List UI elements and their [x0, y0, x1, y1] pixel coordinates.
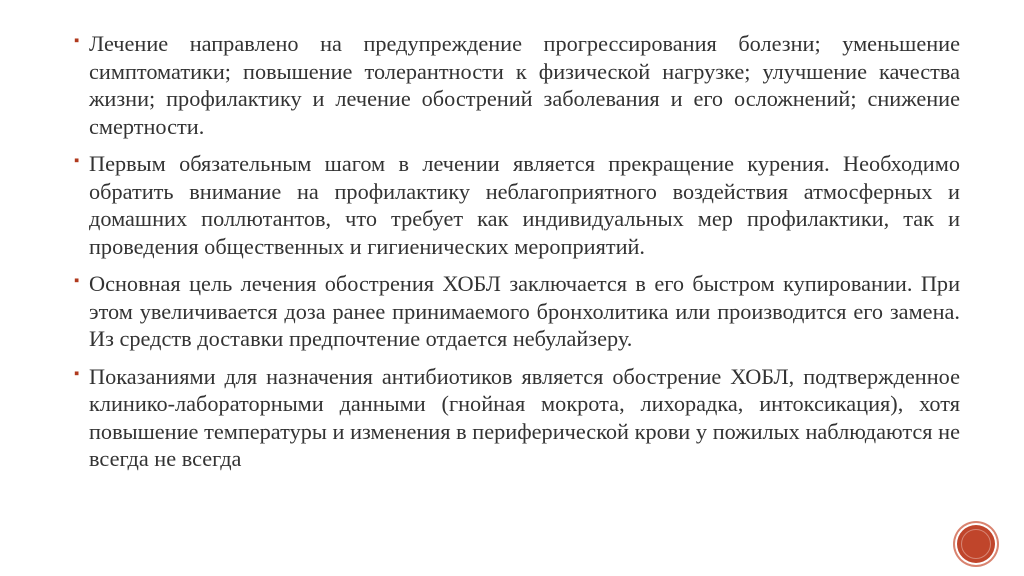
- slide-number-badge: [957, 525, 995, 563]
- bullet-item-exacerbation-treatment: [72, 270, 960, 353]
- bullet-text: Основная цель лечения обострения ХОБЛ заключается в его быстром купировании. При этом увеличивается доза ранее принимаемого бронхолитика или производится его замена. Из средств доставки предпочтение отдается небулайзеру.: [89, 271, 960, 351]
- bullet-marker: ▪: [74, 153, 80, 169]
- bullet-text: Показаниями для назначения антибиотиков является обострение ХОБЛ, подтвержденное клинико-лабораторными данными (гнойная мокрота, лихорадка, интоксикация), хотя повышение температуры и изменения в периферической крови у пожилых наблюдаются не всегда не всегда: [89, 363, 960, 471]
- bullet-item-treatment-goals: [72, 30, 960, 140]
- bullet-text: Первым обязательным шагом в лечении является прекращение курения. Необходимо обратить внимание на профилактику неблагоприятного воздействия атмосферных и домашних поллютантов, что требует как индивидуальных мер профилактики, так и проведения общественных и гигиенических мероприятий.: [89, 151, 960, 259]
- bullet-text: Лечение направлено на предупреждение прогрессирования болезни; уменьшение симптоматики; повышение толерантности к физической нагрузке; улучшение качества жизни; профилактику и лечение обострений заболевания и его осложнений; снижение смертности.: [89, 31, 960, 139]
- bullet-item-smoking-cessation: [72, 150, 960, 260]
- slide-number-badge-ring: [961, 529, 991, 559]
- slide-content: [72, 30, 960, 483]
- bullet-item-antibiotics-indications: [72, 363, 960, 473]
- bullet-marker: ▪: [74, 33, 80, 49]
- bullet-marker: ▪: [74, 273, 80, 289]
- bullet-marker: ▪: [74, 365, 80, 382]
